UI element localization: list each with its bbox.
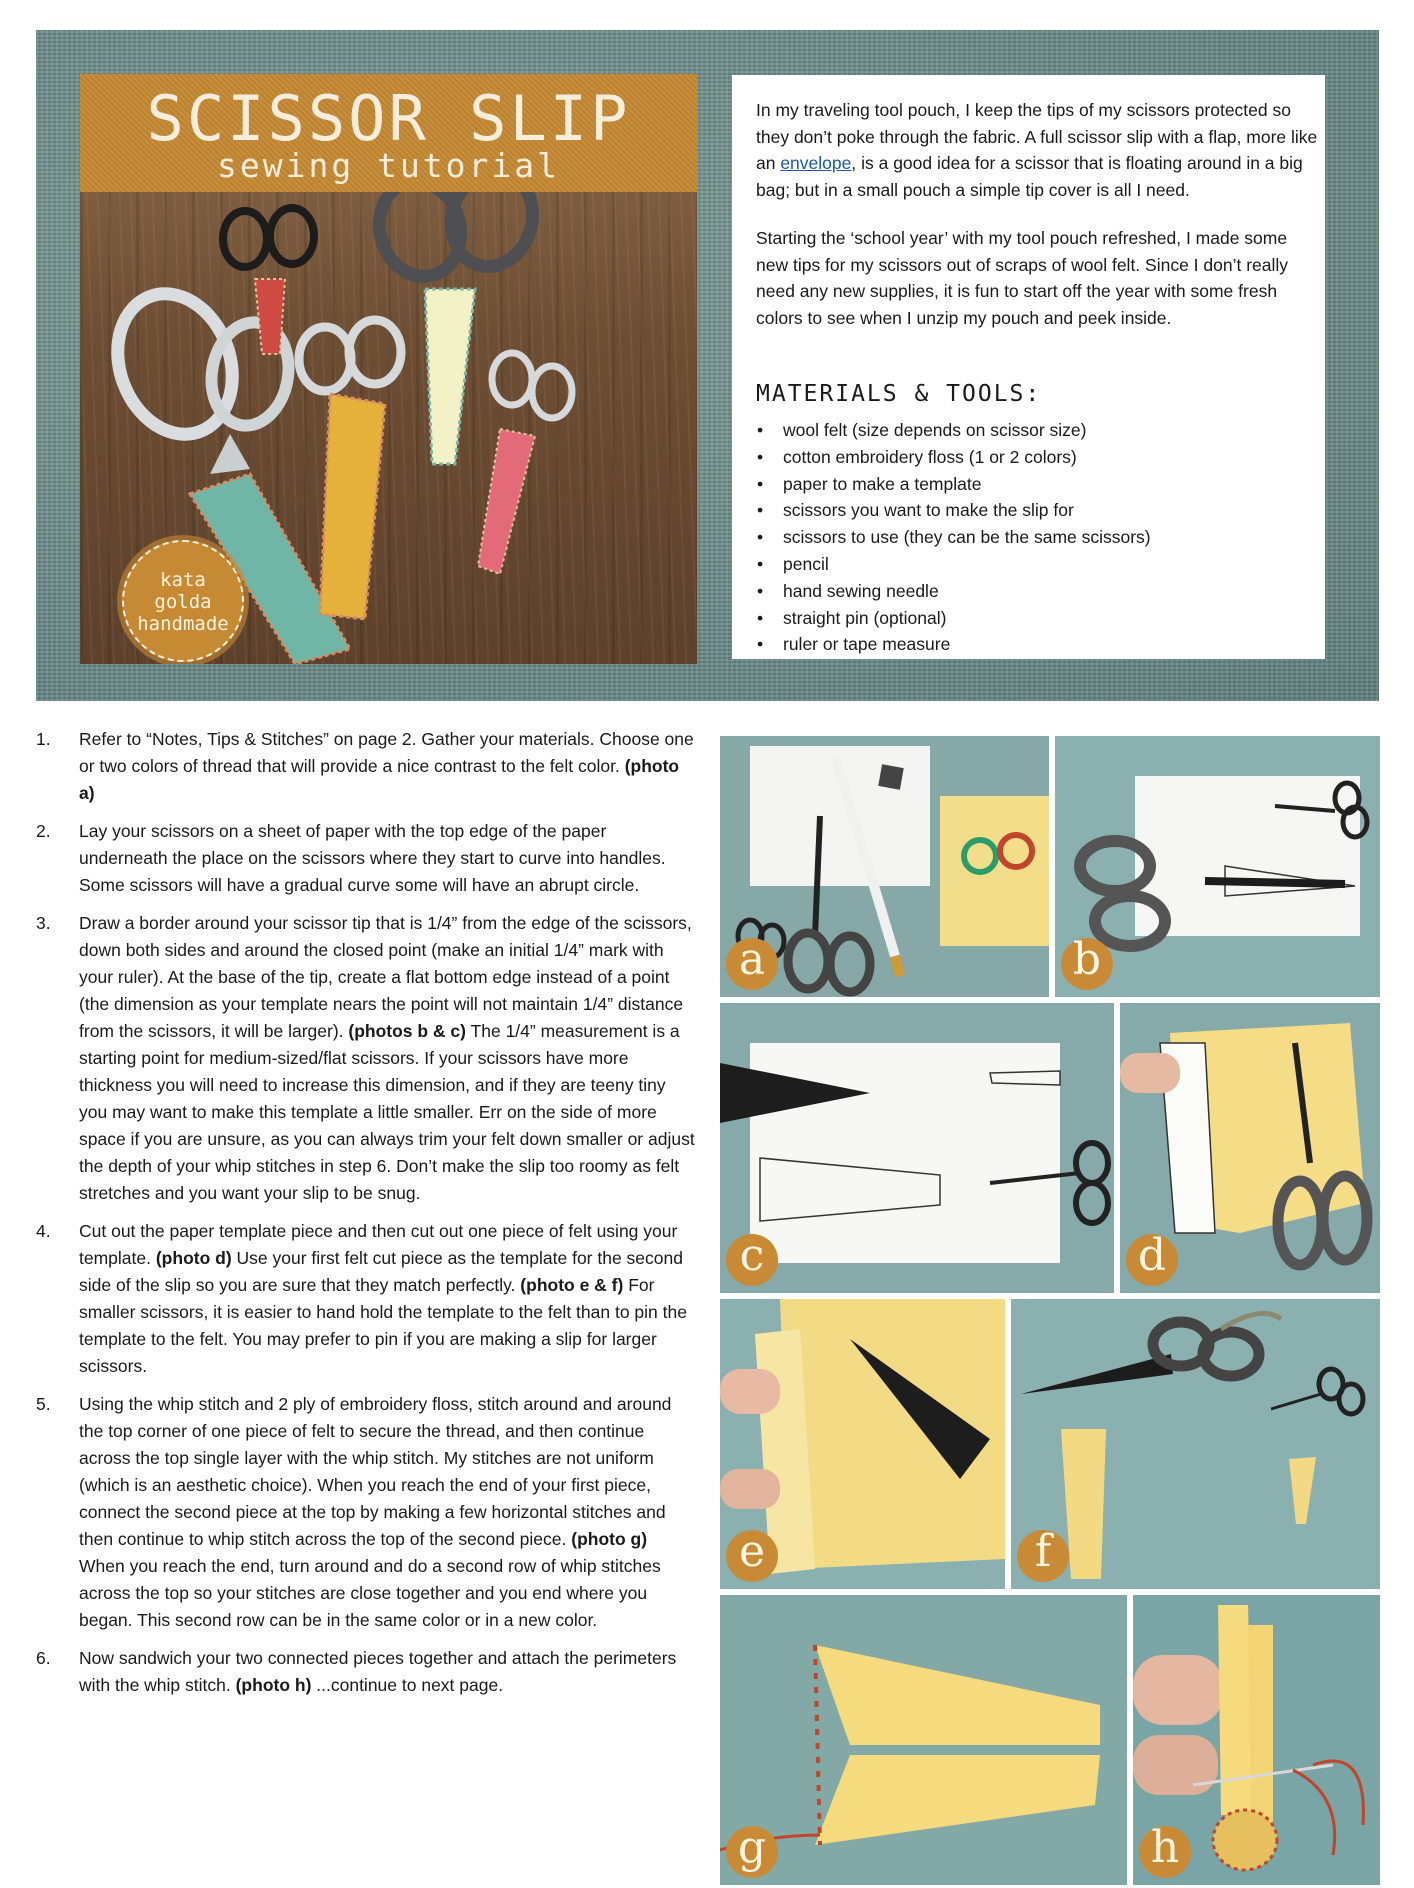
hero-photo-scissors bbox=[80, 74, 697, 664]
materials-item: • pencil bbox=[756, 551, 1151, 578]
intro-paragraph-2: Starting the ‘school year’ with my tool pouch refreshed, I made some new tips for my scissors out of scraps of wool felt. Since I don’t really need any new supplies, it is fun to start off the year with some fresh colors to see when I unzip my pouch and peek inside. bbox=[756, 228, 1289, 328]
intro-paragraph-1 bbox=[756, 97, 1321, 203]
materials-item: • wool felt (size depends on scissor size) bbox=[756, 417, 1151, 444]
photo-reference: (photos b & c) bbox=[348, 1021, 466, 1041]
photo-reference: (photo h) bbox=[235, 1675, 312, 1695]
photo-reference: (photo a) bbox=[79, 756, 680, 803]
step-number: 2. bbox=[36, 821, 51, 841]
step-text: Now sandwich your two connected pieces together and attach the perimeters with the whip stitch. bbox=[79, 1648, 677, 1695]
photo-label: g bbox=[726, 1826, 778, 1878]
photo-reference: (photo e & f) bbox=[520, 1275, 624, 1295]
materials-item: • hand sewing needle bbox=[756, 578, 1151, 605]
photo-c bbox=[720, 1003, 1114, 1293]
step-item bbox=[36, 1391, 696, 1634]
photo-label: b bbox=[1061, 938, 1113, 990]
step-item bbox=[36, 726, 696, 807]
step-text: ...continue to next page. bbox=[311, 1675, 504, 1695]
photo-label: a bbox=[726, 938, 778, 990]
materials-item: • cotton embroidery floss (1 or 2 colors) bbox=[756, 444, 1151, 471]
materials-item: • straight pin (optional) bbox=[756, 605, 1151, 632]
photo-e bbox=[720, 1299, 1005, 1589]
photo-g bbox=[720, 1595, 1127, 1885]
intro-text: , is a good idea for a scissor that is floating around in a big bag; but in a small pouch a simple tip cover is all I need. bbox=[756, 153, 1303, 200]
step-item bbox=[36, 818, 696, 899]
brand-line: kata bbox=[160, 569, 206, 591]
grey-scissors-cream-slip bbox=[369, 162, 543, 464]
step-number: 1. bbox=[36, 729, 51, 749]
step-text: Draw a border around your scissor tip that is 1/4” from the edge of the scissors, down both sides and around the closed point (make an initial 1/4” mark with your ruler). At the base of the tip, create a flat bottom edge instead of a point (the dimension as your template nears the point will not maintain 1/4” distance from the scissors, it will be larger). bbox=[79, 913, 692, 1041]
step-text: Using the whip stitch and 2 ply of embroidery floss, stitch around and around the top corner of one piece of felt to secure the thread, and then continue across the top single layer with the whip stitch. My stitches are not uniform (which is an aesthetic choice). When you reach the end of your first piece, connect the second piece at the top by making a few horizontal stitches and then continue to whip stitch across the top of the second piece. bbox=[79, 1394, 672, 1549]
materials-item: • paper to make a template bbox=[756, 471, 1151, 498]
step-item bbox=[36, 1218, 696, 1380]
photo-a bbox=[720, 736, 1049, 997]
materials-item: • scissors to use (they can be the same scissors) bbox=[756, 524, 1151, 551]
silver-scissors-yellow-slip bbox=[299, 320, 401, 619]
page-title: SCISSOR SLIP bbox=[146, 82, 631, 155]
intro-text: In my traveling tool pouch, I keep the tips of my scissors protected so they don’t poke through the fabric. A full scissor slip with a flap, more like an bbox=[756, 100, 1318, 173]
brand-badge bbox=[122, 540, 244, 662]
photo-label: c bbox=[726, 1234, 778, 1286]
step-text: Lay your scissors on a sheet of paper with the top edge of the paper underneath the place on the scissors where they start to curve into handles. Some scissors will have a gradual curve some will have an abrupt circle. bbox=[79, 821, 666, 895]
step-text: For smaller scissors, it is easier to hand hold the template to the felt than to pin the template to the felt. You may prefer to pin if you are making a slip for larger scissors. bbox=[79, 1275, 687, 1376]
photo-d bbox=[1120, 1003, 1380, 1293]
photo-c-art bbox=[720, 1003, 1114, 1293]
materials-list bbox=[756, 417, 1151, 658]
step-item bbox=[36, 910, 696, 1207]
step-number: 3. bbox=[36, 913, 51, 933]
silver-scissors-pink-slip bbox=[478, 353, 572, 574]
materials-item: • ruler or tape measure bbox=[756, 631, 1151, 658]
photo-label: f bbox=[1017, 1530, 1069, 1582]
photo-reference: (photo d) bbox=[155, 1248, 232, 1268]
materials-heading: MATERIALS & TOOLS: bbox=[756, 381, 1042, 407]
brand-line: golda bbox=[154, 591, 212, 613]
instruction-steps bbox=[36, 726, 696, 1710]
hero-banner bbox=[36, 30, 1379, 701]
photo-b bbox=[1055, 736, 1380, 997]
step-text: Cut out the paper template piece and then cut out one piece of felt using your template. bbox=[79, 1221, 678, 1268]
photo-f bbox=[1011, 1299, 1380, 1589]
photo-h bbox=[1133, 1595, 1380, 1885]
intro-panel bbox=[732, 75, 1325, 659]
step-text: The 1/4” measurement is a starting point for medium-sized/flat scissors. If your scissors have more thickness you will need to increase this dimension, and if they are teeny tiny you may want to make this template a little smaller. Err on the side of more space if you are unsure, as you can always trim your felt down smaller or adjust the depth of your whip stitches in step 6. Don’t make the slip too roomy as felt stretches and you want your slip to be snug. bbox=[79, 1021, 695, 1203]
brand-line: handmade bbox=[137, 613, 229, 635]
step-number: 4. bbox=[36, 1221, 51, 1241]
photo-label: h bbox=[1139, 1826, 1191, 1878]
page-subtitle: sewing tutorial bbox=[216, 146, 560, 185]
step-text: Refer to “Notes, Tips & Stitches” on page 2. Gather your materials. Choose one or two colors of thread that will provide a nice contrast to the felt color. bbox=[79, 729, 694, 776]
photo-label: d bbox=[1126, 1234, 1178, 1286]
step-number: 6. bbox=[36, 1648, 51, 1668]
title-banner bbox=[80, 74, 697, 192]
photo-g-art bbox=[720, 1595, 1127, 1885]
photo-label: e bbox=[726, 1530, 778, 1582]
photo-reference: (photo g) bbox=[571, 1529, 648, 1549]
step-item bbox=[36, 1645, 696, 1699]
envelope-link[interactable]: envelope bbox=[780, 153, 852, 173]
materials-item: • scissors you want to make the slip for bbox=[756, 497, 1151, 524]
step-text: When you reach the end, turn around and do a second row of whip stitches across the top so your stitches are close together and you end where you began. This second row can be in the same color or in a new color. bbox=[79, 1556, 661, 1630]
step-number: 5. bbox=[36, 1394, 51, 1414]
step-text: Use your first felt cut piece as the template for the second side of the slip so you are sure that they match perfectly. bbox=[79, 1248, 683, 1295]
